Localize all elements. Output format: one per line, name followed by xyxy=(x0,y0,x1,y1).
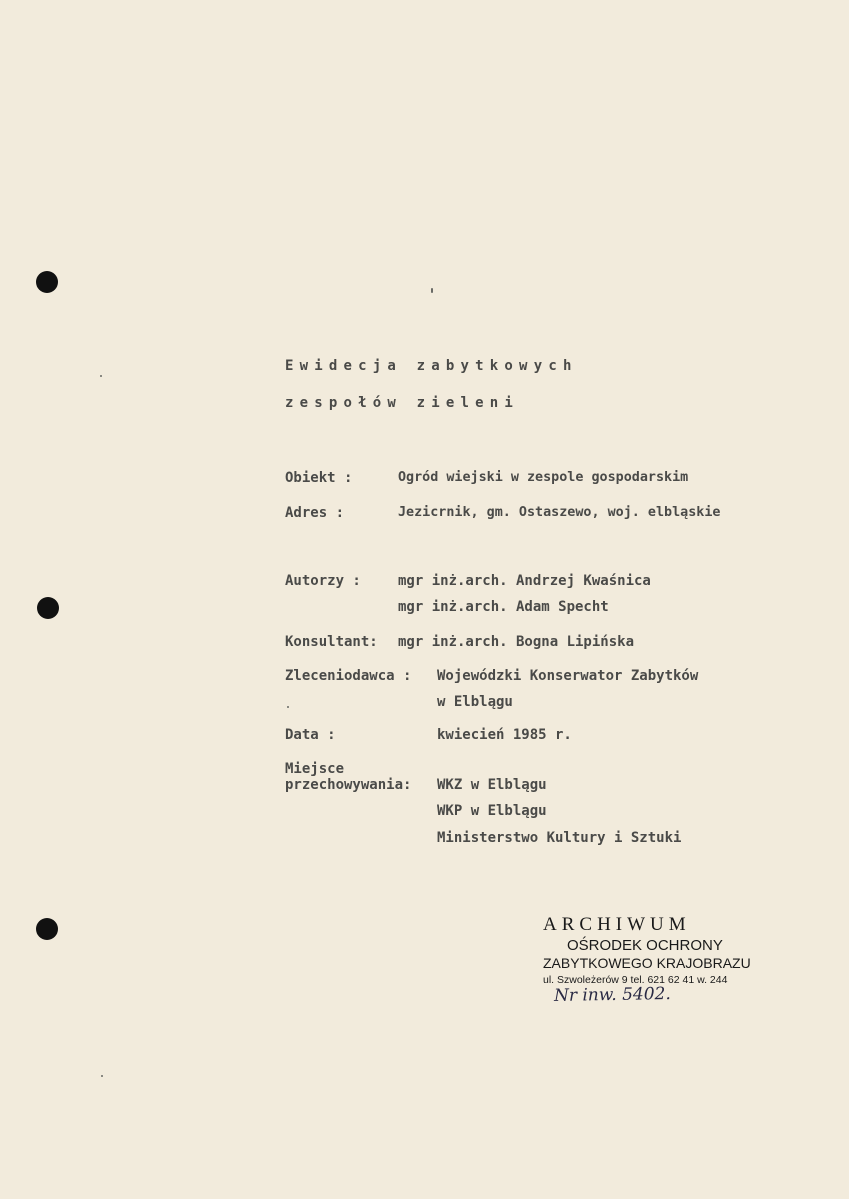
document-title-line1: Ewidecja zabytkowych xyxy=(285,358,578,374)
archive-stamp-line2: OŚRODEK OCHRONY xyxy=(567,937,723,954)
autorzy-label: Autorzy : xyxy=(285,573,361,589)
adres-label: Adres : xyxy=(285,505,345,521)
zleceniodawca-label: Zleceniodawca : xyxy=(285,668,412,684)
handwritten-inventory-number: Nr inw. 5402. xyxy=(553,983,671,1007)
data-value: kwiecień 1985 r. xyxy=(437,727,572,743)
obiekt-label: Obiekt : xyxy=(285,470,353,486)
archive-stamp-title: ARCHIWUM xyxy=(543,914,691,935)
paper-fleck xyxy=(431,288,433,293)
paper-fleck xyxy=(101,1075,103,1077)
miejsce-value-2: WKP w Elblągu xyxy=(437,803,547,819)
archive-stamp-address: ul. Szwoleżerów 9 tel. 621 62 41 w. 244 xyxy=(543,974,728,986)
konsultant-label: Konsultant: xyxy=(285,634,378,650)
autor-2: mgr inż.arch. Adam Specht xyxy=(398,599,609,615)
adres-value: Jezicrnik, gm. Ostaszewo, woj. elbląskie xyxy=(398,505,721,520)
punch-hole-top xyxy=(36,271,58,293)
zleceniodawca-line1: Wojewódzki Konserwator Zabytków xyxy=(437,668,699,684)
archive-stamp-line3: ZABYTKOWEGO KRAJOBRAZU xyxy=(543,955,751,971)
punch-hole-bottom xyxy=(36,918,58,940)
data-label: Data : xyxy=(285,727,336,743)
miejsce-label-line1: Miejsce xyxy=(285,761,345,777)
miejsce-label-line2: przechowywania: xyxy=(285,777,412,793)
document-title-line2: zespołów zieleni xyxy=(285,395,520,411)
konsultant-value: mgr inż.arch. Bogna Lipińska xyxy=(398,634,635,650)
paper-fleck xyxy=(287,706,289,708)
miejsce-value-3: Ministerstwo Kultury i Sztuki xyxy=(437,830,682,846)
obiekt-value: Ogród wiejski w zespole gospodarskim xyxy=(398,470,689,485)
paper-fleck xyxy=(100,375,102,377)
punch-hole-middle xyxy=(37,597,59,619)
autor-1: mgr inż.arch. Andrzej Kwaśnica xyxy=(398,573,651,589)
zleceniodawca-line2: w Elblągu xyxy=(437,694,513,710)
miejsce-value-1: WKZ w Elblągu xyxy=(437,777,547,793)
